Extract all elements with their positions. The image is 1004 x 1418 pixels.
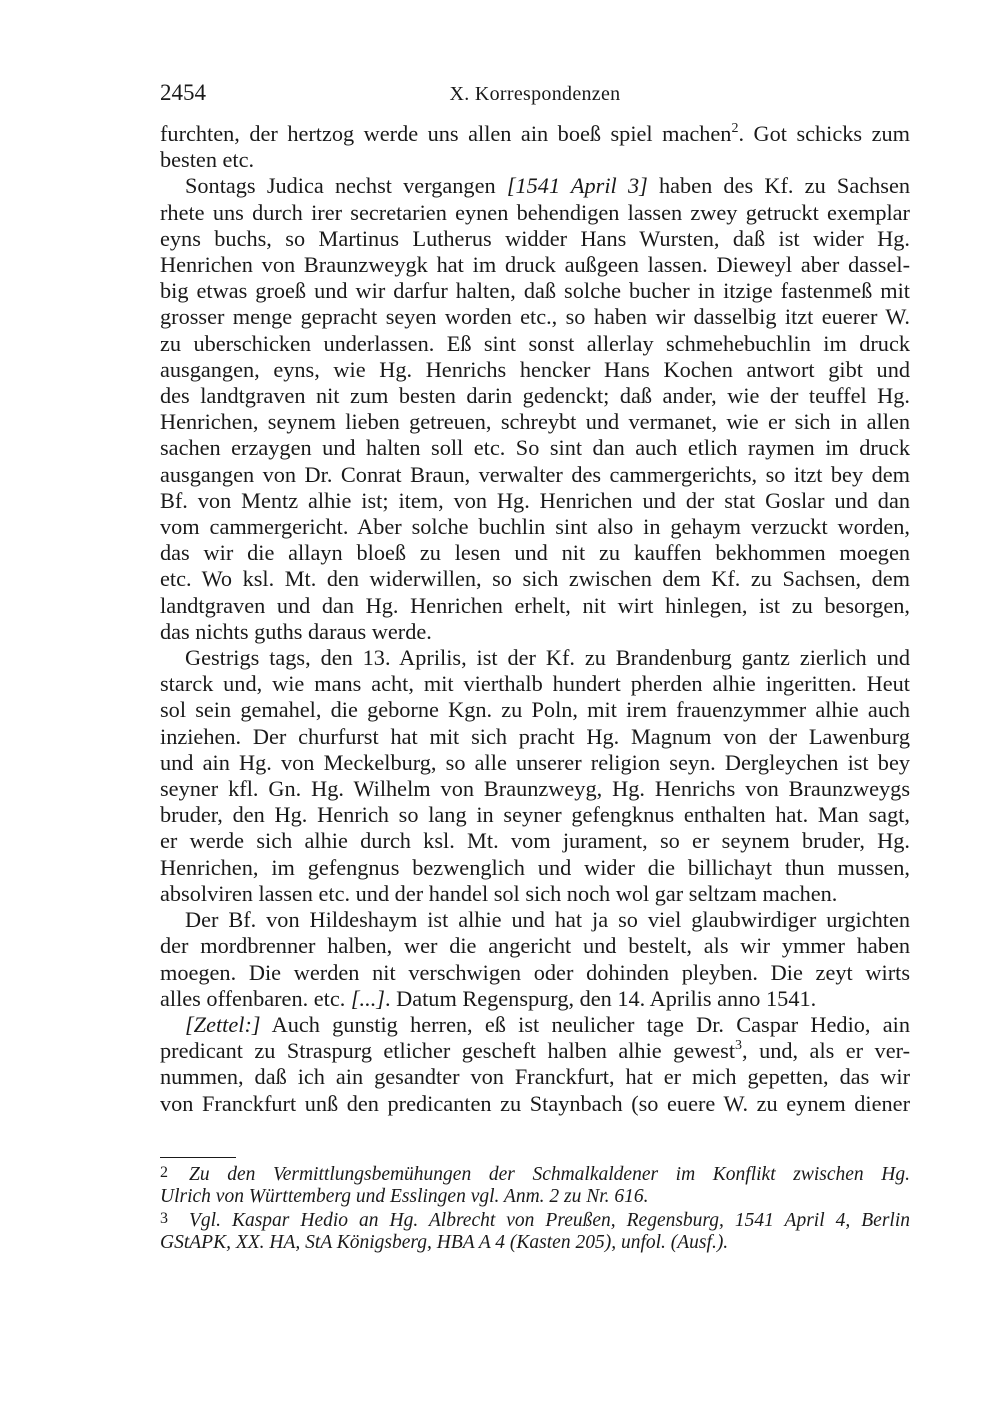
footnote-separator: [160, 1157, 236, 1158]
footnote-line: 2 Zu den Vermittlungsbemühungen der Schmalkaldener im Konflikt zwischen Hg.: [160, 1164, 910, 1185]
text-line: der mordbrenner halben, wer die angericht und bestelt, als wir ymmer haben: [160, 933, 910, 959]
paragraph-1: [160, 121, 910, 173]
page-header: [160, 80, 910, 110]
text-line: ausgangen, eyns, wie Hg. Henrichs hencker Hans Kochen antwort gibt und: [160, 356, 910, 382]
text-line: big etwas groeß und wir darfur halten, daß solche bucher in itzige fastenmeß mit: [160, 278, 910, 304]
footnote-2: [160, 1162, 910, 1207]
footnote-ref-3[interactable]: 3: [735, 1038, 743, 1054]
text-line: Henrichen, im gefengnus bezwenglich und wider die billichayt thun mussen,: [160, 854, 910, 880]
text-line: [Zettel:] Auch gunstig herren, eß ist neulicher tage Dr. Caspar Hedio, ain: [185, 1011, 910, 1037]
text-line: furchten, der hertzog werde uns allen ain boeß spiel machen$^2$. Got schicks zum: [160, 121, 910, 146]
text-line: alles offenbaren. etc. [...]. Datum Regenspurg, den 14. Aprilis anno 1541.: [160, 985, 817, 1011]
text-line: er werde sich alhie durch ksl. Mt. vom jurament, so er seynem bruder, Hg.: [160, 828, 910, 854]
footnote-number: 2: [160, 1164, 168, 1181]
text-line: nummen, daß ich ain gesandter von Franckfurt, hat er mich gepetten, das wir: [160, 1064, 910, 1090]
text-line: vom cammergericht. Aber solche buchlin sint also in gehaym verzuckt worden,: [160, 514, 910, 540]
text-line: Der Bf. von Hildeshaym ist alhie und hat ja so viel glaubwirdiger urgichten: [185, 907, 910, 933]
text-line: bruder, den Hg. Henrich so lang in seyner gefengknus enthalten hat. Man sagt,: [160, 802, 910, 828]
zettel-label: [Zettel:]: [185, 1011, 261, 1037]
text-line: grosser menge gepracht seyen worden etc., so haben wir dasselbig itzt euerer W.: [160, 304, 910, 330]
text-line: eyns buchs, so Martinus Lutherus widder Hans Wursten, daß ist wider Hg.: [160, 225, 910, 251]
body-text: [160, 121, 910, 1117]
text-line: Henrichen von Braunzweygk hat im druck außgeen lassen. Dieweyl aber dassel-: [160, 252, 910, 278]
page-number: 2454: [160, 80, 206, 105]
text-line: predicant zu Straspurg etlicher gescheft halben alhie gewest$^3$, und, als er ver-: [160, 1038, 910, 1064]
text-line: des landtgraven nit zum besten darin gedenckt; daß ander, wie der teuffel Hg.: [160, 383, 910, 409]
editorial-date: [1541 April 3]: [506, 173, 648, 199]
footnote-line: Ulrich von Württemberg und Esslingen vgl. Anm. 2 zu Nr. 616.: [160, 1185, 649, 1207]
text-line: Henrichen, seynem lieben getreuen, schreybt und vermanet, wie er sich in allen: [160, 409, 910, 435]
footnote-line: 3 Vgl. Kaspar Hedio an Hg. Albrecht von Preußen, Regensburg, 1541 April 4, Berlin: [160, 1210, 910, 1231]
text-line: zu uberschicken underlassen. Eß sint sonst allerlay schmehebuchlin im druck: [160, 330, 910, 356]
footnotes: [160, 1162, 910, 1253]
text-line: das wir die allayn bloeß zu lesen und nit zu kauffen bekhommen moegen: [160, 540, 910, 566]
text-line: starck und, wie mans acht, mit vierthalb hundert pherden alhie ingeritten. Heut: [160, 671, 910, 697]
text-line: seyner kfl. Gn. Hg. Wilhelm von Braunzweyg, Hg. Henrichs von Braunzweygs: [160, 776, 910, 802]
text-line: moegen. Die werden nit verschwigen oder dohinden pleyben. Die zeyt wirts: [160, 959, 910, 985]
paragraph-5: [160, 1012, 910, 1117]
footnote-ref-2[interactable]: 2: [731, 121, 739, 136]
running-title: X. Korrespondenzen: [449, 83, 621, 105]
text-line: absolviren lassen etc. und der handel sol sich noch wol gar seltzam machen.: [160, 880, 838, 906]
paragraph-2: [160, 173, 910, 645]
text-line: sol sein gemahel, die geborne Kgn. zu Poln, mit irem frauenzymmer alhie auch: [160, 697, 910, 723]
text-line: Bf. von Mentz alhie ist; item, von Hg. Henrichen und der stat Goslar und dan: [160, 487, 910, 513]
editorial-omission: [...]: [350, 985, 385, 1011]
paragraph-4: [160, 907, 910, 1012]
text-line: besten etc.: [160, 147, 255, 173]
footnote-3: [160, 1208, 910, 1253]
text-line: inziehen. Der churfurst hat mit sich pracht Hg. Magnum von der Lawenburg: [160, 723, 910, 749]
text-line: etc. Wo ksl. Mt. den widerwillen, so sich zwischen dem Kf. zu Sachsen, dem: [160, 566, 910, 592]
text-line: das nichts guths daraus werde.: [160, 618, 432, 644]
text-line: Sontags Judica nechst vergangen [1541 April 3] haben des Kf. zu Sachsen: [185, 173, 910, 199]
text-line: und ain Hg. von Meckelburg, so alle unserer religion seyn. Dergleychen ist bey: [160, 749, 910, 775]
text-line: Gestrigs tags, den 13. Aprilis, ist der Kf. zu Brandenburg gantz zierlich und: [185, 645, 910, 671]
footnote-line: GStAPK, XX. HA, StA Königsberg, HBA A 4 (Kasten 205), unfol. (Ausf.).: [160, 1231, 729, 1253]
text-line: rhete uns durch irer secretarien eynen behendigen lassen zwey getruckt exemplar: [160, 199, 910, 225]
text-line: ausgangen von Dr. Conrat Braun, verwalter des cammergerichts, so itzt bey dem: [160, 461, 910, 487]
text-line: von Franckfurt unß den predicanten zu Staynbach (so euere W. zu eynem diener: [160, 1090, 910, 1116]
text-line: landtgraven und dan Hg. Henrichen erhelt, nit wirt hinlegen, ist zu besorgen,: [160, 592, 910, 618]
footnote-number: 3: [160, 1210, 168, 1227]
paragraph-3: [160, 645, 910, 907]
text-line: sachen erzaygen und halten soll etc. So sint dan auch etlich raymen im druck: [160, 435, 910, 461]
